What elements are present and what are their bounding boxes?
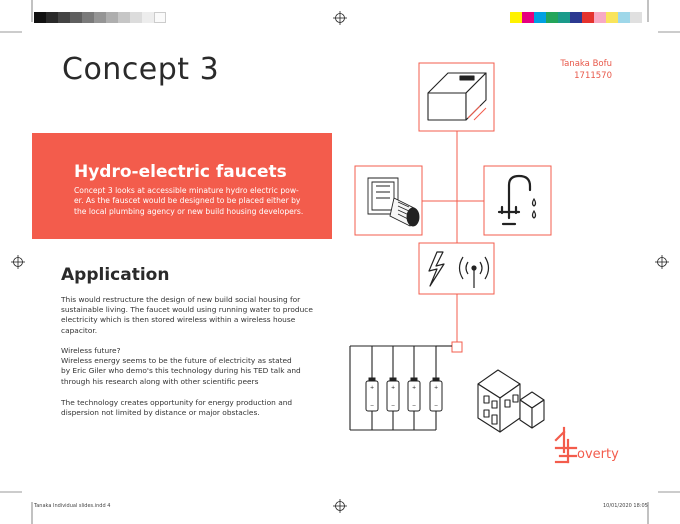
intro-line: the local plumbing agency or new build housing developers. [74, 206, 304, 216]
poverty-logo-icon [556, 428, 576, 462]
diagram-connectors [422, 131, 484, 342]
text-line: through his research along with other scientific peers [61, 376, 259, 386]
footer-filename: Tanaka Individual slides.indd 4 [34, 503, 111, 509]
svg-text:+: + [434, 385, 439, 391]
text-line: dispersion not limited by distance or major obstacles. [61, 408, 260, 418]
wireless-signal-icon [460, 257, 489, 288]
generator-box-icon [419, 63, 494, 131]
text-line: sustainable living. The faucet would using running water to produce [61, 305, 313, 315]
intro-text [74, 186, 324, 217]
author-name: Tanaka Bofu [560, 59, 612, 69]
lightning-icon [429, 252, 444, 286]
registration-mark-icon [333, 11, 347, 25]
svg-text:+: + [412, 385, 417, 391]
svg-text:−: − [370, 403, 375, 409]
author-block [560, 58, 612, 82]
footer-date: 10/01/2020 18:05 [603, 503, 648, 509]
house-icon [478, 370, 544, 432]
battery-icon [366, 378, 442, 411]
intro-heading: Hydro-electric faucets [74, 162, 287, 182]
faucet-icon [484, 166, 551, 235]
svg-text:−: − [412, 403, 417, 409]
battery-labels [370, 385, 438, 409]
intro-line: er. As the fauscet would be designed to be placed either by [74, 196, 301, 206]
turbine-cylinder-icon [355, 166, 422, 235]
application-heading: Application [61, 265, 170, 285]
application-paragraph-3 [61, 398, 341, 418]
registration-mark-icon [333, 499, 347, 513]
text-line: This would restructure the design of new build social housing for [61, 295, 301, 304]
text-line: by Eric Giler who demo's this technology during his TED talk and [61, 366, 301, 376]
page-title: Concept 3 [62, 52, 220, 87]
logo-wordmark: overty [577, 447, 619, 462]
application-paragraph-2 [61, 346, 341, 387]
junction-node [452, 342, 462, 352]
svg-text:+: + [391, 385, 396, 391]
text-line: Wireless energy seems to be the future of electricity as stated [61, 356, 292, 366]
author-id: 1711570 [574, 71, 612, 81]
application-paragraph-1 [61, 295, 341, 336]
lightning-wireless-box [419, 243, 494, 294]
registration-mark-icon [655, 255, 669, 269]
text-line: electricity which is then stored wireless within a wireless house [61, 315, 296, 325]
svg-text:+: + [370, 385, 375, 391]
text-line: capacitor. [61, 325, 98, 335]
registration-mark-icon [11, 255, 25, 269]
svg-text:−: − [391, 403, 396, 409]
intro-line: Concept 3 looks at accessible minature hydro electric pow- [74, 186, 299, 195]
text-line: The technology creates opportunity for energy production and [61, 398, 293, 407]
text-line: Wireless future? [61, 346, 121, 355]
svg-text:−: − [434, 403, 439, 409]
